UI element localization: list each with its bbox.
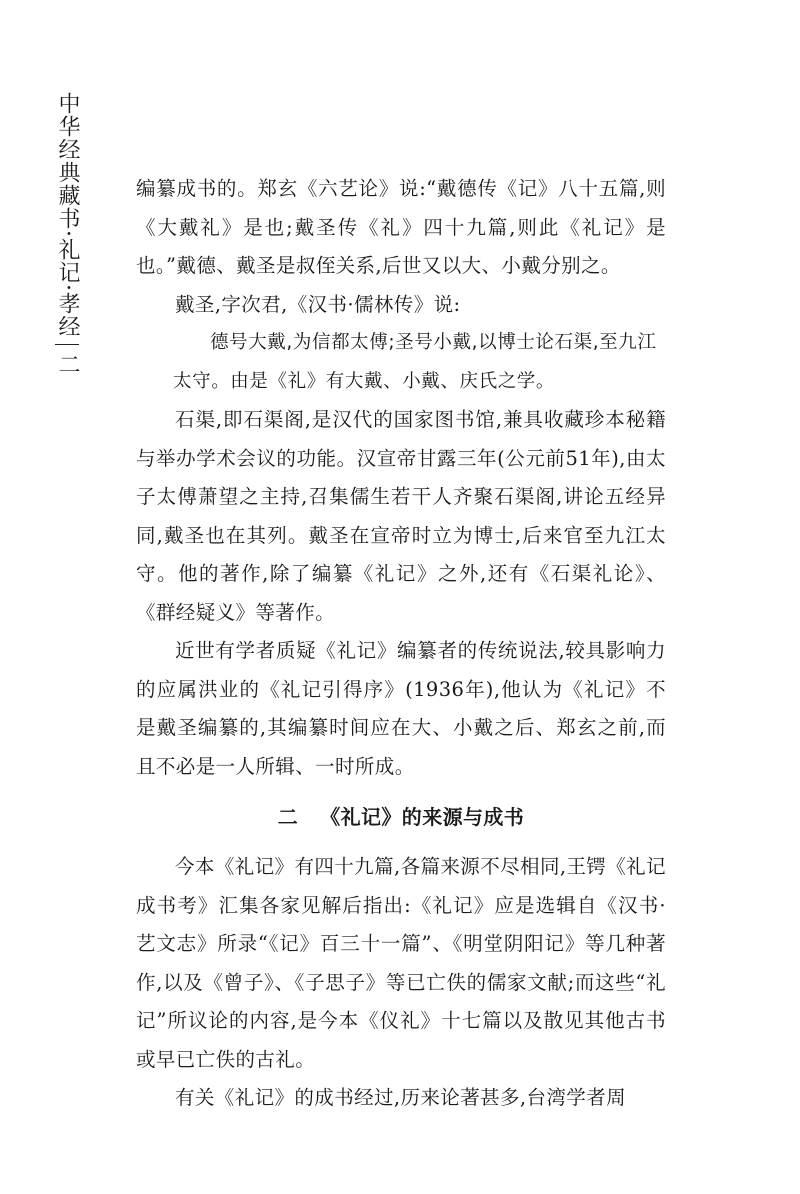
paragraph-5: 今本《礼记》有四十九篇,各篇来源不尽相同,王锷《礼记成书考》汇集各家见解后指出:《礼记》应是选辑自《汉书·艺文志》所录“《记》百三十一篇”、《明堂阴阳记》等几种著作,以及《曾子》、《子思子》等已亡佚的儒家文献;而这些“礼记”所议论的内容,是今本《仪礼》十七篇以及散见其他古书或早已亡佚的古礼。 — [136, 855, 666, 1071]
header-divider — [55, 344, 79, 345]
section-heading — [136, 794, 666, 840]
page-body — [136, 170, 666, 1118]
block-quote: 德号大戴,为信都太傅;圣号小戴,以博士论石渠,至九江太守。由是《礼》有大戴、小戴、庆氏之学。 — [173, 332, 657, 392]
paragraph-3: 石渠,即石渠阁,是汉代的国家图书馆,兼具收藏珍本秘籍与举办学术会议的功能。汉宣帝甘露三年(公元前51年),由太子太傅萧望之主持,召集儒生若干人齐聚石渠阁,讲论五经异同,戴圣也在其列。戴圣在宣帝时立为博士,后来官至九江太守。他的著作,除了编纂《礼记》之外,还有《石渠礼论》、《群经疑义》等著作。 — [136, 408, 666, 624]
section-title: 《礼记》的来源与成书 — [320, 805, 525, 829]
paragraph-4: 近世有学者质疑《礼记》编纂者的传统说法,较具影响力的应属洪业的《礼记引得序》(1936年),他认为《礼记》不是戴圣编纂的,其编纂时间应在大、小戴之后、郑玄之前,而且不必是一人所辑、一时所成。 — [136, 639, 666, 778]
paragraph-6: 有关《礼记》的成书经过,历来论著甚多,台湾学者周 — [175, 1086, 626, 1109]
section-number: 二 — [277, 805, 299, 829]
book-title: 中华经典藏书·礼记·孝经 — [55, 92, 80, 338]
paragraph-1: 编纂成书的。郑玄《六艺论》说:“戴德传《记》八十五篇,则《大戴礼》是也;戴圣传《礼》四十九篇,则此《礼记》是也。”戴德、戴圣是叔侄关系,后世又以大、小戴分别之。 — [136, 177, 666, 277]
page-number: 二 — [55, 353, 80, 375]
running-header — [50, 92, 84, 375]
paragraph-2: 戴圣,字次君,《汉书·儒林传》说: — [175, 292, 461, 316]
